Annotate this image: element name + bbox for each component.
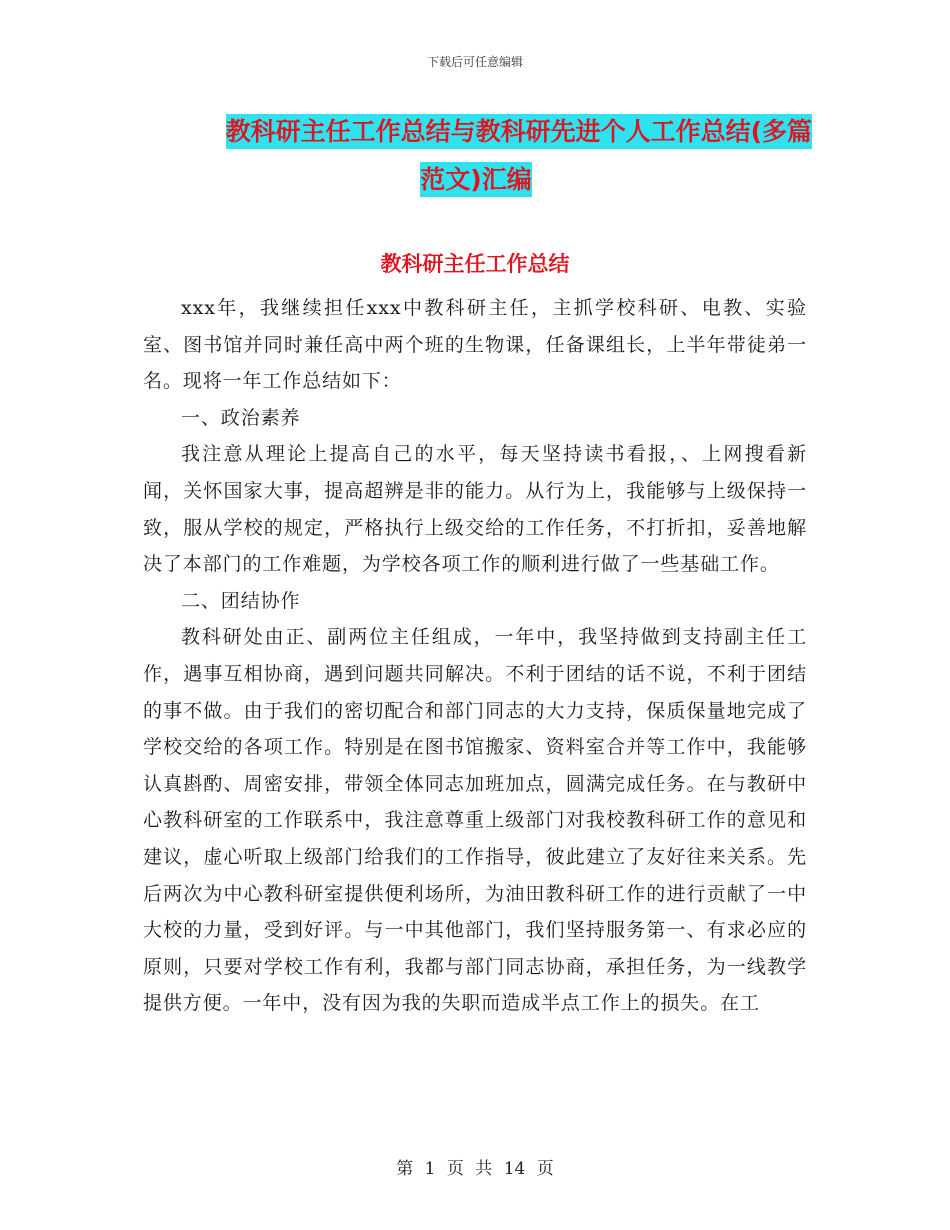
document-title-line-2: 范文)汇编 <box>420 162 531 197</box>
paragraph-teamwork: 教科研处由正、副两位主任组成，一年中，我坚持做到支持副主任工作，遇事互相协商，遇到问题共同解决。不利于团结的话不说，不利于团结的事不做。由于我们的密切配合和部门同志的大力支持，保质保量地完成了学校交给的各项工作。特别是在图书馆搬家、资料室合并等工作中，我能够认真斟酌、周密安排，带领全体同志加班加点，圆满完成任务。在与教研中心教科研室的工作联系中，我注意尊重上级部门对我校教科研工作的意见和建议，虚心听取上级部门给我们的工作指导，彼此建立了友好往来关系。先后两次为中心教科研室提供便利场所，为油田教科研工作的进行贡献了一中大校的力量，受到好评。与一中其他部门，我们坚持服务第一、有求必应的原则，只要对学校工作有利，我都与部门同志协商，承担任务，为一线教学提供方便。一年中，没有因为我的失职而造成半点工作上的损失。在工 <box>143 626 807 1015</box>
page-number-footer: 第 1 页 共 14 页 <box>396 1159 554 1179</box>
heading-political: 一、政治素养 <box>181 406 301 429</box>
heading-teamwork: 二、团结协作 <box>181 589 301 612</box>
paragraph-political: 我注意从理论上提高自己的水平，每天坚持读书看报，、上网搜看新闻，关怀国家大事，提高超辨是非的能力。从行为上，我能够与上级保持一致，服从学校的规定，严格执行上级交给的工作任务，不打折扣，妥善地解决了本部门的工作难题，为学校各项工作的顺利进行做了一些基础工作。 <box>143 443 807 576</box>
section-title: 教科研主任工作总结 <box>380 252 570 276</box>
header-note: 下载后可任意编辑 <box>426 55 523 69</box>
document-title <box>140 108 812 204</box>
document-body <box>143 290 807 1022</box>
paragraph-intro: xxx年，我继续担任xxx中教科研主任，主抓学校科研、电教、实验室、图书馆并同时兼任高中两个班的生物课，任备课组长，上半年带徒弟一名。现将一年工作总结如下： <box>143 297 807 393</box>
document-title-line-1: 教科研主任工作总结与教科研先进个人工作总结(多篇 <box>226 114 812 149</box>
